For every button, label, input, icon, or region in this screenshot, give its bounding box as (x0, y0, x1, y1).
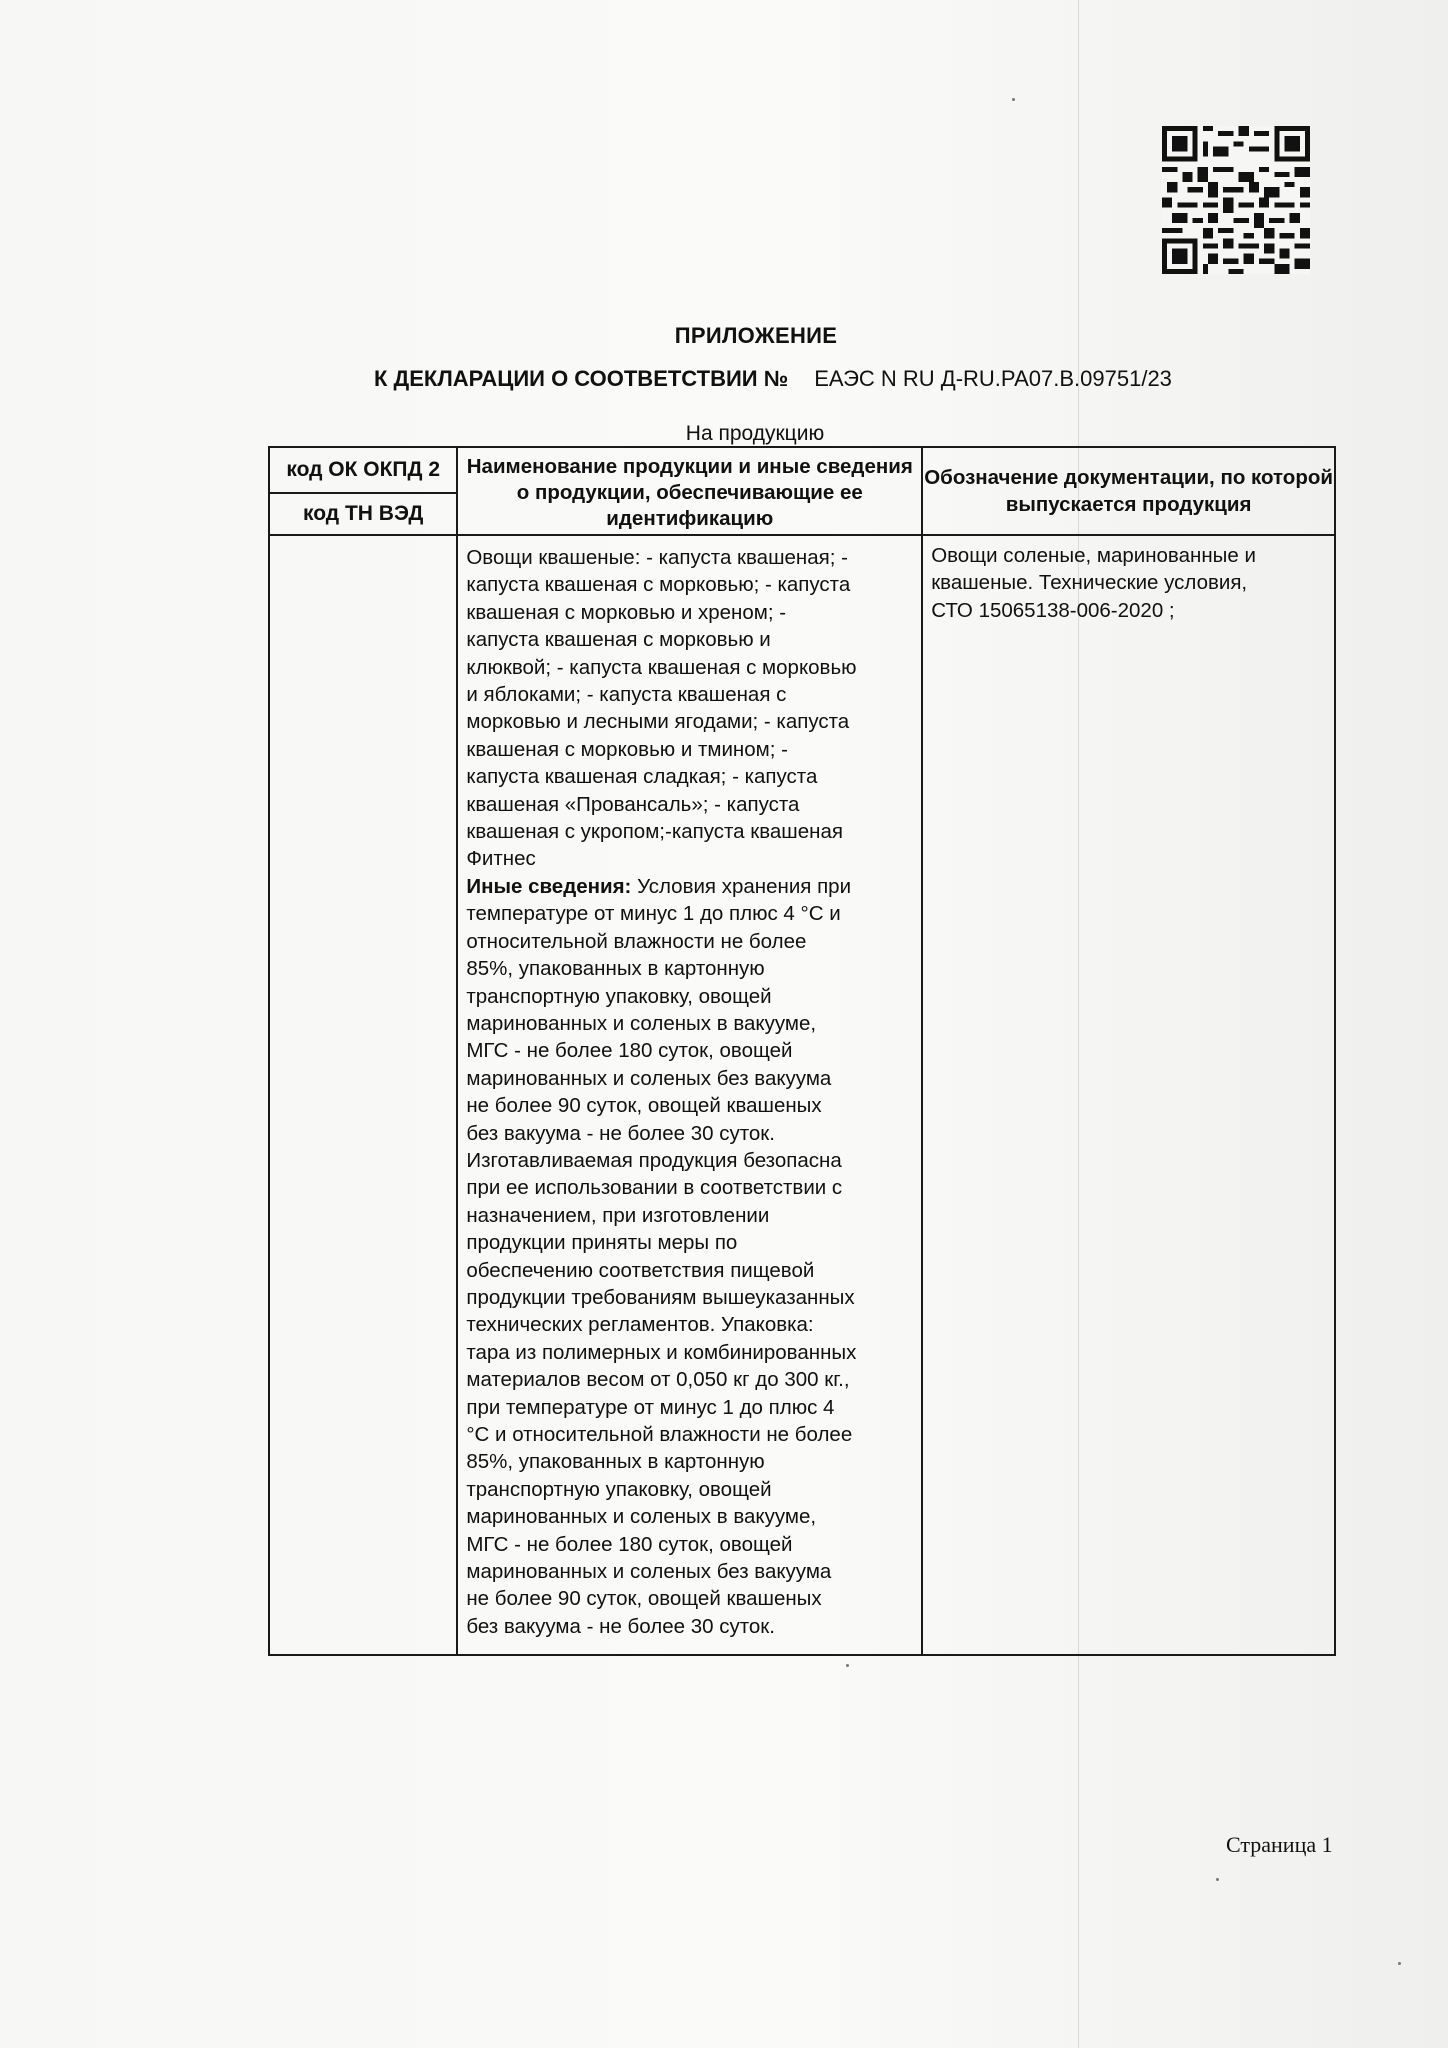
text-line: без вакуума - не более 30 суток. (466, 1614, 775, 1638)
text-line: относительной влажности не более (466, 929, 807, 953)
qr-code-icon (1162, 124, 1310, 276)
text-line: тара из полимерных и комбинированных (466, 1340, 857, 1364)
text-line: капуста квашеная с морковью и (466, 628, 771, 652)
text-line: технических регламентов. Упаковка: (466, 1313, 814, 1337)
text-line: не более 90 суток, овощей квашеных (466, 1587, 822, 1611)
cell-documentation (922, 535, 1335, 1655)
text-line: маринованных и соленых без вакуума (466, 1066, 832, 1090)
text-line: Овощи квашеные: - капуста квашеная; - (466, 546, 848, 569)
text-line: маринованных и соленых в вакууме, (466, 1505, 817, 1529)
declaration-number: ЕАЭС N RU Д-RU.РА07.В.09751/23 (814, 366, 1172, 391)
product-subheading: На продукцию (685, 422, 825, 445)
text-line: СТО 15065138-006-2020 ; (931, 598, 1175, 622)
text-line: при температуре от минус 1 до плюс 4 (466, 1395, 835, 1419)
text-line: морковью и лесными ягодами; - капуста (466, 710, 850, 734)
text-line: капуста квашеная сладкая; - капуста (466, 765, 818, 789)
header-okpd-code: код ОК ОКПД 2 (269, 447, 457, 493)
text-line: маринованных и соленых в вакууме, (466, 1011, 817, 1035)
text-line: назначением, при изготовлении (466, 1203, 770, 1227)
text-line: транспортную упаковку, овощей (466, 984, 772, 1008)
documentation-text (931, 542, 1326, 624)
annex-heading: ПРИЛОЖЕНИЕ (674, 323, 838, 348)
text-line: 85%, упакованных в картонную (466, 1450, 765, 1474)
text-line: квашеная с морковью и хреном; - (466, 600, 787, 624)
text-line: квашеная «Провансаль»; - капуста (466, 792, 800, 816)
header-documentation: Обозначение документации, по которой выпускается продукция (922, 447, 1335, 535)
product-description (466, 544, 915, 873)
other-info-text (466, 900, 915, 1640)
other-info-label: Иные сведения: (466, 874, 632, 898)
table-row (269, 535, 1335, 1655)
text-line: продукции приняты меры по (466, 1231, 738, 1255)
text-line: квашеные. Технические условия, (931, 571, 1248, 595)
text-line: обеспечению соответствия пищевой (466, 1258, 815, 1282)
text-line: Изготавливаемая продукция безопасна (466, 1148, 842, 1172)
text-line: материалов весом от 0,050 кг до 300 кг., (466, 1368, 850, 1392)
text-line: 85%, упакованных в картонную (466, 957, 765, 981)
other-info-first: Условия хранения при (637, 874, 852, 898)
text-line: капуста квашеная с морковью; - капуста (466, 573, 851, 597)
text-line: клюквой; - капуста квашеная с морковью (466, 655, 857, 679)
scan-speck (1216, 1878, 1219, 1881)
scan-speck (1012, 98, 1015, 101)
header-tnved-code: код ТН ВЭД (269, 493, 457, 535)
text-line: без вакуума - не более 30 суток. (466, 1121, 775, 1145)
other-info-first-line (466, 873, 915, 900)
text-line: квашеная с морковью и тмином; - (466, 737, 788, 761)
text-line: не более 90 суток, овощей квашеных (466, 1094, 822, 1118)
text-line: маринованных и соленых без вакуума (466, 1560, 832, 1584)
text-line: Овощи соленые, маринованные и (931, 544, 1256, 567)
scan-speck (846, 1664, 849, 1667)
text-line: квашеная с укропом;-капуста квашеная (466, 820, 843, 844)
declaration-line (374, 366, 1254, 392)
cell-code (269, 535, 457, 1655)
text-line: МГС - не более 180 суток, овощей (466, 1039, 793, 1063)
page-number: Страница 1 (1226, 1832, 1333, 1857)
declaration-label: К ДЕКЛАРАЦИИ О СООТВЕТСТВИИ № (374, 366, 789, 391)
annex-table (268, 446, 1336, 1656)
text-line: Фитнес (466, 847, 536, 871)
text-line: температуре от минус 1 до плюс 4 °С и (466, 902, 841, 926)
text-line: при ее использовании в соответствии с (466, 1176, 843, 1200)
text-line: и яблоками; - капуста квашеная с (466, 683, 787, 707)
scan-speck (1398, 1962, 1401, 1965)
header-product-name: Наименование продукции и иные сведения о продукции, обеспечивающие ее идентификацию (457, 447, 922, 535)
cell-product-description (457, 535, 922, 1655)
text-line: продукции требованиям вышеуказанных (466, 1285, 855, 1309)
text-line: °С и относительной влажности не более (466, 1423, 853, 1446)
header-row-1 (269, 447, 1335, 493)
text-line: МГС - не более 180 суток, овощей (466, 1532, 793, 1556)
text-line: транспортную упаковку, овощей (466, 1477, 772, 1501)
